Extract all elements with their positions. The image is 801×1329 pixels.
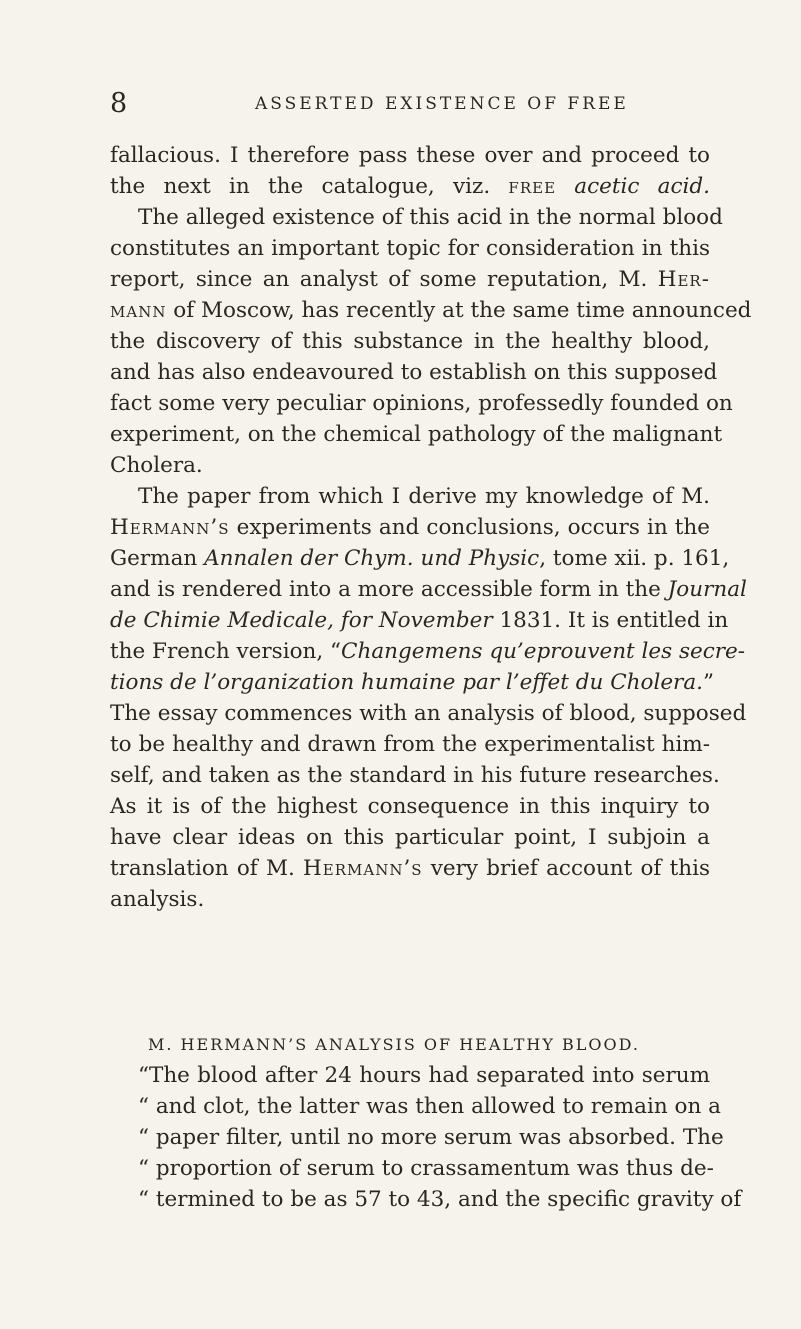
body-text: [110, 140, 752, 915]
text-line: [110, 574, 747, 605]
text-line: [110, 295, 752, 326]
text-line: fallacious. I therefore pass these over and proceed to: [110, 143, 710, 168]
text-line: [110, 667, 714, 698]
quote-line: “ proportion of serum to crassamentum was thus de-: [138, 1156, 714, 1181]
text-line: [110, 636, 746, 667]
text-line: [110, 605, 729, 636]
author-name: mann: [110, 298, 167, 323]
page-header: [110, 88, 700, 118]
journal-title: de Chimie Medicale, for November: [110, 608, 493, 633]
text-line: The paper from which I derive my knowledge of M.: [138, 484, 710, 509]
text-span: report, since an analyst of some reputation, M.: [110, 267, 658, 292]
text-span: experiments and conclusions, occurs in the: [229, 515, 710, 540]
text-line: analysis.: [110, 887, 205, 912]
quote-line: “ termined to be as 57 to 43, and the specific gravity of: [138, 1187, 742, 1212]
author-name: Her-: [657, 267, 710, 292]
author-name: Hermann’s: [303, 856, 423, 881]
article-title: tions de l’organization humaine par l’effet du Cholera.: [110, 670, 703, 695]
text-line: [110, 543, 730, 574]
text-span: ”: [702, 670, 714, 695]
journal-title: Journal: [667, 577, 747, 602]
quote-line: “ paper filter, until no more serum was absorbed. The: [138, 1125, 724, 1150]
text-line: the discovery of this substance in the healthy blood,: [110, 329, 710, 354]
text-line: self, and taken as the standard in his future researches.: [110, 763, 720, 788]
text-line: and has also endeavoured to establish on this supposed: [110, 360, 718, 385]
text-line: The alleged existence of this acid in the normal blood: [138, 205, 723, 230]
text-span: translation of M.: [110, 856, 304, 881]
italic-term: acetic acid.: [556, 174, 710, 199]
text-line: experiment, on the chemical pathology of the malignant: [110, 422, 723, 447]
quote-line: “ and clot, the latter was then allowed to remain on a: [138, 1094, 721, 1119]
article-title: Changemens qu’eprouvent les secre-: [341, 639, 746, 664]
text-span: the next in the catalogue, viz.: [110, 174, 509, 199]
text-line: [110, 264, 710, 295]
quoted-analysis: [138, 1060, 742, 1215]
text-line: fact some very peculiar opinions, professedly founded on: [110, 391, 733, 416]
section-heading: M. HERMANN’S ANALYSIS OF HEALTHY BLOOD.: [148, 1035, 640, 1054]
quote-line: “The blood after 24 hours had separated into serum: [138, 1063, 710, 1088]
text-span: of Moscow, has recently at the same time announced: [166, 298, 752, 323]
text-line: constitutes an important topic for consideration in this: [110, 236, 710, 261]
text-line: to be healthy and drawn from the experimentalist him-: [110, 732, 710, 757]
text-span: very brief account of this: [422, 856, 710, 881]
text-span: 1831. It is entitled in: [492, 608, 729, 633]
running-title: ASSERTED EXISTENCE OF FREE: [255, 94, 629, 114]
author-name: Hermann’s: [110, 515, 230, 540]
page-number: 8: [110, 88, 128, 119]
small-caps-term: free: [508, 174, 557, 199]
text-line: [110, 512, 710, 543]
text-line: The essay commences with an analysis of blood, supposed: [110, 701, 747, 726]
text-line: Cholera.: [110, 453, 203, 478]
text-line: have clear ideas on this particular point, I subjoin a: [110, 825, 710, 850]
text-line: As it is of the highest consequence in this inquiry to: [110, 794, 710, 819]
text-span: German: [110, 546, 205, 571]
text-span: and is rendered into a more accessible form in the: [110, 577, 668, 602]
journal-title: Annalen der Chym. und Physic: [204, 546, 540, 571]
text-span: , tome xii. p. 161,: [539, 546, 730, 571]
text-line: [110, 171, 710, 202]
text-line: [110, 853, 710, 884]
text-span: the French version, “: [110, 639, 342, 664]
